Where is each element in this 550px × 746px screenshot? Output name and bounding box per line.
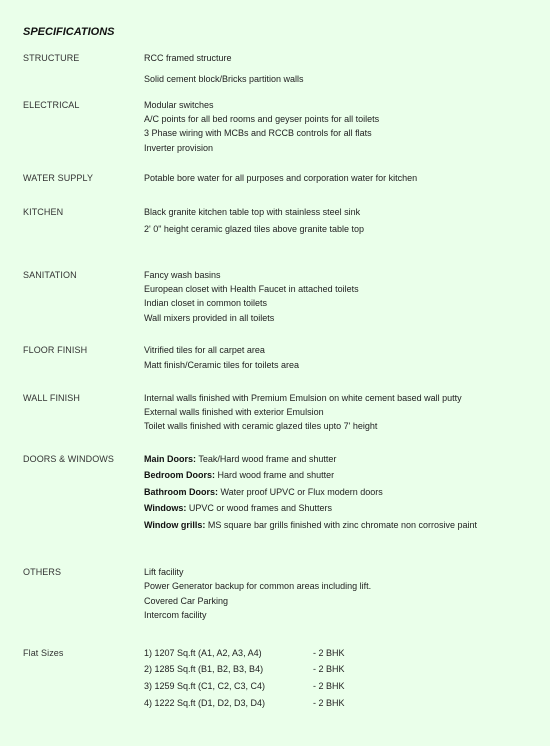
door-spec-bedroom: [144, 470, 334, 480]
section-label-sanitation: SANITATION: [23, 270, 77, 280]
door-spec-main: [144, 454, 336, 464]
spec-line: Fancy wash basins: [144, 270, 221, 280]
flat-size-desc: 3) 1259 Sq.ft (C1, C2, C3, C4): [144, 681, 266, 691]
spec-line: Power Generator backup for common areas including lift.: [144, 581, 372, 591]
door-spec-window-grills: [144, 520, 477, 530]
flat-size-desc: 1) 1207 Sq.ft (A1, A2, A3, A4): [144, 648, 262, 658]
page-title: SPECIFICATIONS: [23, 26, 115, 38]
door-spec-bathroom: [144, 487, 383, 497]
door-spec-key: Windows:: [144, 503, 187, 513]
door-spec-key: Window grills:: [144, 520, 206, 530]
section-label-structure: STRUCTURE: [23, 53, 80, 63]
section-label-water-supply: WATER SUPPLY: [23, 173, 94, 183]
door-spec-text: Water proof UPVC or Flux modern doors: [218, 487, 383, 497]
spec-line: Intercom facility: [144, 610, 207, 620]
door-spec-text: Teak/Hard wood frame and shutter: [196, 454, 337, 464]
spec-line: 3 Phase wiring with MCBs and RCCB controls for all flats: [144, 128, 372, 138]
section-label-kitchen: KITCHEN: [23, 207, 64, 217]
spec-line: Vitrified tiles for all carpet area: [144, 345, 265, 355]
door-spec-text: MS square bar grills finished with zinc chromate non corrosive paint: [205, 520, 478, 530]
door-spec-key: Main Doors:: [144, 454, 197, 464]
spec-line: RCC framed structure: [144, 53, 232, 63]
spec-line: European closet with Health Faucet in attached toilets: [144, 284, 359, 294]
section-label-electrical: ELECTRICAL: [23, 100, 80, 110]
spec-line: Lift facility: [144, 567, 184, 577]
flat-size-desc: 4) 1222 Sq.ft (D1, D2, D3, D4): [144, 698, 266, 708]
door-spec-text: UPVC or wood frames and Shutters: [186, 503, 332, 513]
flat-size-type: - 2 BHK: [313, 698, 345, 708]
section-label-others: OTHERS: [23, 567, 62, 577]
door-spec-key: Bedroom Doors:: [144, 470, 216, 480]
flat-size-desc: 2) 1285 Sq.ft (B1, B2, B3, B4): [144, 664, 264, 674]
spec-line: A/C points for all bed rooms and geyser points for all toilets: [144, 114, 380, 124]
spec-line: Potable bore water for all purposes and corporation water for kitchen: [144, 173, 418, 183]
spec-line: Solid cement block/Bricks partition walls: [144, 74, 304, 84]
section-label-flat-sizes: Flat Sizes: [23, 648, 64, 658]
section-label-wall-finish: WALL FINISH: [23, 393, 80, 403]
spec-line: Inverter provision: [144, 143, 214, 153]
spec-line: Modular switches: [144, 100, 214, 110]
flat-size-type: - 2 BHK: [313, 664, 345, 674]
section-label-doors-windows: DOORS & WINDOWS: [23, 454, 114, 464]
spec-line: Matt finish/Ceramic tiles for toilets area: [144, 360, 300, 370]
door-spec-windows: [144, 503, 332, 513]
spec-line: Indian closet in common toilets: [144, 298, 268, 308]
flat-size-type: - 2 BHK: [313, 681, 345, 691]
section-label-floor-finish: FLOOR FINISH: [23, 345, 88, 355]
spec-line: Covered Car Parking: [144, 596, 229, 606]
flat-size-type: - 2 BHK: [313, 648, 345, 658]
spec-line: Internal walls finished with Premium Emulsion on white cement based wall putty: [144, 393, 462, 403]
door-spec-key: Bathroom Doors:: [144, 487, 218, 497]
spec-line: Toilet walls finished with ceramic glazed tiles upto 7' height: [144, 421, 378, 431]
spec-line: Wall mixers provided in all toilets: [144, 313, 275, 323]
door-spec-text: Hard wood frame and shutter: [215, 470, 335, 480]
spec-line: 2' 0" height ceramic glazed tiles above granite table top: [144, 224, 365, 234]
spec-line: Black granite kitchen table top with stainless steel sink: [144, 207, 361, 217]
spec-line: External walls finished with exterior Emulsion: [144, 407, 324, 417]
